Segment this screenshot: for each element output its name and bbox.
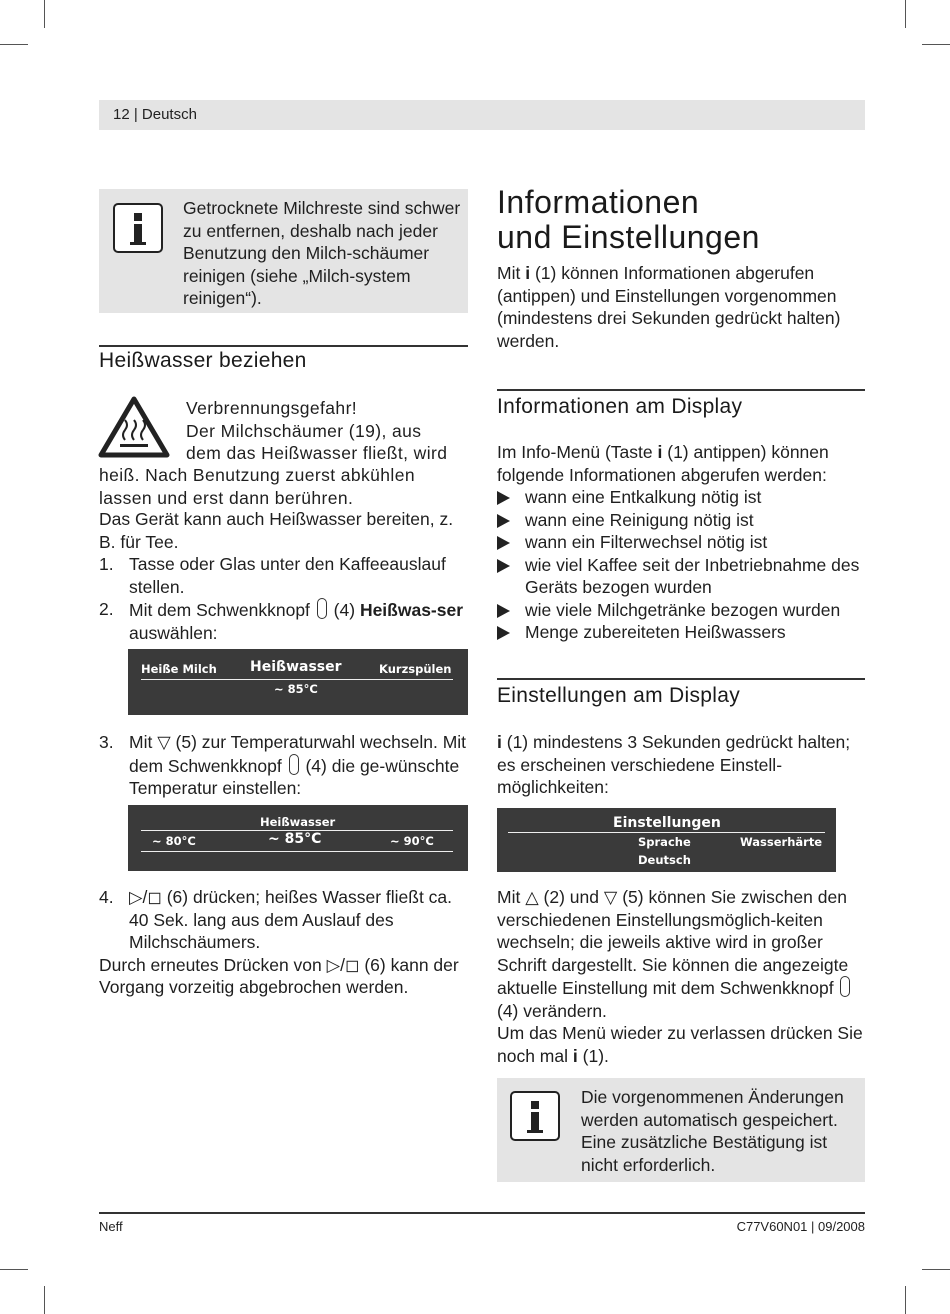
info-key-label: i [657, 442, 663, 462]
info-box [497, 1078, 865, 1182]
list-item [497, 509, 865, 532]
crop-mark [44, 1286, 45, 1314]
arrow-bullet-icon [497, 626, 510, 640]
hot-water-steps-end [99, 886, 471, 999]
outro-text-part: Durch erneutes Drücken von [99, 954, 322, 975]
footer-rule [99, 1212, 865, 1214]
info-key-label: i [497, 732, 502, 752]
warning-line: lassen und erst dann berühren. [99, 487, 354, 508]
rotary-knob-icon [840, 976, 850, 997]
crop-mark [922, 44, 950, 45]
hot-surface-warning-icon [98, 396, 170, 458]
section-title: Informationen am Display [497, 395, 743, 418]
step-number: 3. [99, 732, 114, 752]
down-triangle-icon: ▽ [157, 732, 171, 752]
section-rule [497, 389, 865, 391]
step-text: Mit [129, 732, 153, 752]
page-label: 12 | Deutsch [113, 106, 197, 123]
rotary-knob-icon [289, 754, 299, 775]
list-item-text: wann eine Entkalkung nötig ist [525, 487, 762, 507]
arrow-bullet-icon [497, 514, 510, 528]
step-1 [99, 553, 471, 598]
info-icon [510, 1091, 560, 1141]
step-text: auswählen: [129, 622, 218, 643]
section-title: Einstellungen am Display [497, 684, 740, 707]
page-title-line: und Einstellungen [497, 219, 760, 255]
step-text: (4) [333, 600, 356, 620]
step-number: 2. [99, 599, 114, 619]
paragraph-part: (4) verändern. [497, 1000, 607, 1021]
display-divider [141, 851, 453, 852]
info-key-label: i [572, 1045, 578, 1066]
info-icon [113, 203, 163, 253]
list-item [497, 486, 865, 509]
intro-text-part: Mit [497, 263, 521, 283]
footer-doc-id: C77V60N01 | 09/2008 [736, 1219, 865, 1234]
page-title-line: Informationen [497, 184, 700, 220]
step-text: Mit dem Schwenkknopf [129, 600, 310, 620]
crop-mark [0, 1269, 28, 1270]
display-option: Wasserhärte [740, 835, 823, 849]
display-hot-water-menu [128, 649, 468, 715]
outro-text-part: (6) kann der Vorgang vorzeitig abgebrochen werden. [99, 954, 459, 997]
warning-text [186, 397, 476, 465]
crop-mark [922, 1269, 950, 1270]
list-item-text: wie viele Milchgetränke bezogen wurden [525, 599, 841, 620]
display-divider [508, 832, 825, 833]
paragraph-part: Mit [497, 887, 521, 907]
info-key-label: i [525, 263, 531, 283]
settings-paragraph [497, 886, 865, 1022]
warning-line: heiß. Nach Benutzung zuerst abkühlen [99, 465, 415, 485]
paragraph-part: (5) können Sie zwischen den verschiedenen Einstellungsmöglich-keiten wechseln; die jeweils aktive wird in großer Schrift dargestellt. Sie können die angezeigte aktuelle Einstellung mit dem Schwenkknopf [497, 887, 849, 998]
crop-mark [0, 44, 28, 45]
step-number: 1. [99, 554, 114, 574]
footer-brand: Neff [99, 1219, 123, 1234]
display-title: Einstellungen [613, 815, 721, 831]
info-box-text: Getrocknete Milchreste sind schwer zu entfernen, deshalb nach jeder Benutzung den Milch-schäumer reinigen (siehe „Milch-system reinigen“). [183, 198, 461, 308]
section-rule [497, 678, 865, 680]
display-option-active: ~ 85°C [268, 831, 322, 847]
step-2 [99, 598, 471, 644]
info-box-text: Die vorgenommenen Änderungen werden automatisch gespeichert. Eine zusätzliche Bestätigung ist nicht erforderlich. [581, 1087, 844, 1175]
arrow-bullet-icon [497, 536, 510, 550]
intro-text-part: Im Info-Menü (Taste [497, 442, 653, 462]
display-temperature-select [128, 805, 468, 871]
section-title: Heißwasser beziehen [99, 349, 307, 372]
step-text: (4) die ge-wünschte Temperatur einstellen: [129, 755, 460, 798]
play-stop-icon: ▷/◻ [129, 887, 162, 907]
hot-water-steps-cont [99, 731, 471, 800]
display-title: Heißwasser [260, 815, 336, 829]
warning-line: Der Milchschäumer (19), aus [186, 420, 422, 441]
list-item [497, 554, 865, 599]
warning-text-cont [99, 464, 474, 509]
step-text: (6) drücken; heißes Wasser fließt ca. 40 Sek. lang aus dem Auslauf des Milchschäumers. [129, 887, 453, 952]
crop-mark [905, 0, 906, 28]
list-item-text: Menge zubereiteten Heißwassers [525, 622, 786, 642]
page-title [497, 185, 760, 255]
crop-mark [905, 1286, 906, 1314]
display-option: ~ 90°C [390, 834, 434, 848]
display-option: ~ 80°C [152, 834, 196, 848]
outro-text [99, 954, 471, 999]
step-4 [99, 886, 471, 954]
warning-line: dem das Heißwasser fließt, wird [186, 443, 448, 463]
paragraph-part: (2) und [543, 887, 599, 907]
arrow-bullet-icon [497, 559, 510, 573]
display-option: Kurzspülen [379, 662, 452, 676]
display-settings-menu [497, 808, 836, 872]
list-item-text: wann eine Reinigung nötig ist [525, 509, 754, 530]
up-triangle-icon: △ [525, 887, 539, 907]
intro-text: Das Gerät kann auch Heißwasser bereiten, z. B. für Tee. [99, 509, 454, 552]
step-text: (5) zur Temperaturwahl wechseln. Mit dem Schwenkknopf [129, 732, 467, 776]
step-3 [99, 731, 471, 800]
step-number: 4. [99, 887, 114, 907]
step-text: Tasse oder Glas unter den Kaffeeauslauf stellen. [129, 554, 446, 597]
list-item [497, 621, 865, 644]
down-triangle-icon: ▽ [603, 887, 618, 907]
arrow-bullet-icon [497, 604, 510, 618]
display-temperature: ~ 85°C [274, 682, 318, 696]
list-item [497, 531, 865, 554]
display-value: Deutsch [638, 853, 691, 867]
arrow-bullet-icon [497, 491, 510, 505]
warning-line: Verbrennungsgefahr! [186, 398, 358, 418]
intro-text-part: (1) antippen) können folgende Informationen abgerufen werden: [497, 442, 829, 485]
display-option: Sprache [638, 835, 691, 849]
info-list-intro [497, 441, 865, 486]
info-list-section [497, 441, 865, 644]
settings-intro-text: (1) mindestens 3 Sekunden gedrückt halten; es erscheinen verschiedene Einstell-möglichkeiten: [497, 732, 851, 797]
intro-text-part: (1) können Informationen abgerufen (antippen) und Einstellungen vorgenommen (mindestens drei Sekunden gedrückt halten) werden. [497, 263, 841, 351]
display-divider [141, 679, 453, 680]
intro-text [497, 262, 865, 352]
paragraph-part: (1). [582, 1045, 609, 1066]
page-header [99, 100, 865, 130]
display-option-active: Heißwasser [250, 659, 342, 675]
crop-mark [44, 0, 45, 28]
list-item-text: wann ein Filterwechsel nötig ist [525, 532, 768, 552]
rotary-knob-icon [317, 598, 327, 619]
section-rule [99, 345, 468, 347]
play-stop-icon: ▷/◻ [326, 954, 360, 975]
settings-intro [497, 731, 865, 799]
settings-paragraph [497, 1022, 865, 1067]
info-box [99, 189, 468, 313]
settings-instructions [497, 886, 865, 1067]
paragraph-part: Um das Menü wieder zu verlassen drücken Sie noch mal [497, 1023, 863, 1066]
display-option: Heiße Milch [141, 662, 217, 676]
step-bold-text: Heißwas-ser [359, 600, 464, 620]
list-item [497, 599, 865, 622]
list-item-text: wie viel Kaffee seit der Inbetriebnahme des Geräts bezogen wurden [525, 554, 860, 597]
hot-water-steps [99, 508, 471, 644]
